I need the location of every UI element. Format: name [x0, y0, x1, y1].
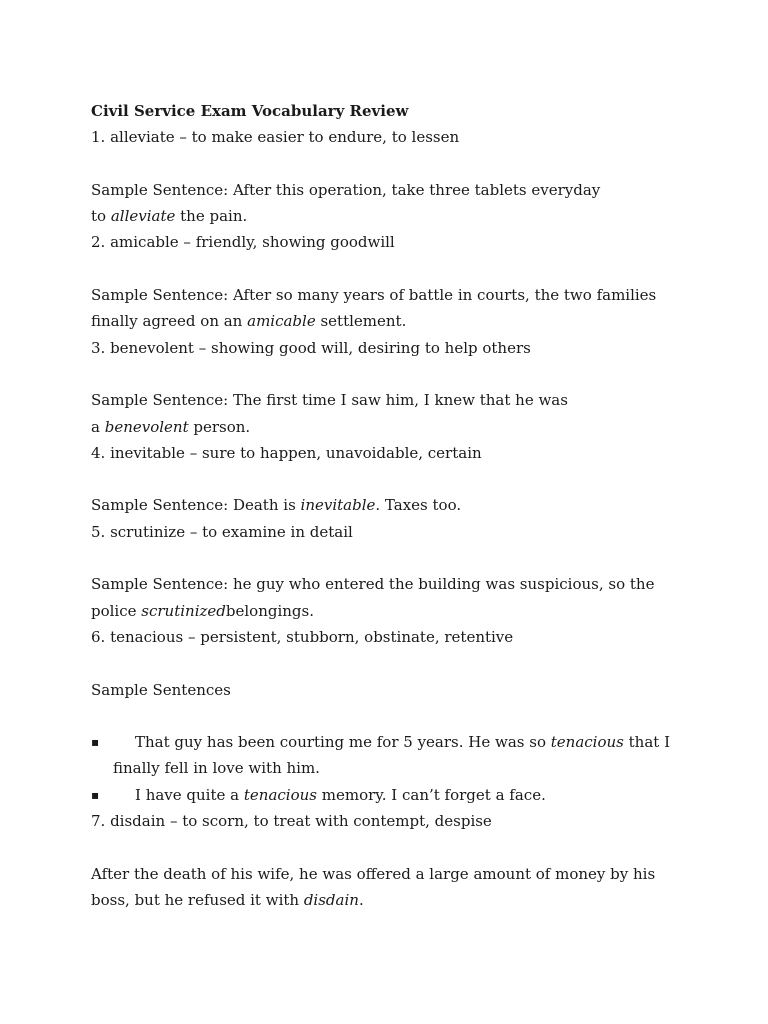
bullet-square-icon: ▪ — [91, 787, 100, 802]
sample-sentence-alleviate-cont — [91, 203, 681, 229]
sentence-text: finally agreed on an — [91, 312, 248, 331]
sentence-text: the pain. — [175, 207, 248, 226]
definition-scrutinize: 5. scrutinize – to examine in detail — [91, 522, 353, 541]
sample-sentence-alleviate: Sample Sentence: After this operation, take three tablets everyday — [91, 180, 601, 199]
sample-sentence-inevitable — [91, 492, 681, 518]
sentence-text: person. — [188, 417, 251, 436]
spacer — [91, 361, 681, 387]
sentence-text: memory. I can’t forget a face. — [316, 785, 546, 804]
bullet-item — [91, 729, 681, 755]
vocab-word-italic: tenacious — [550, 733, 624, 752]
vocab-word-italic: tenacious — [243, 785, 317, 804]
bullet-item — [91, 782, 681, 808]
spacer — [91, 151, 681, 177]
sample-sentence-disdain-cont — [91, 887, 681, 913]
sentence-text: . — [358, 890, 364, 909]
spacer — [91, 834, 681, 860]
definition-disdain: 7. disdain – to scorn, to treat with contempt, despise — [91, 812, 492, 831]
sentence-text: boss, but he refused it with — [91, 890, 304, 909]
sample-sentence-benevolent-cont — [91, 414, 681, 440]
sample-sentence-amicable-cont — [91, 308, 681, 334]
sample-sentence-disdain: After the death of his wife, he was offered a large amount of money by his — [91, 864, 656, 883]
vocab-word-italic: disdain — [303, 890, 359, 909]
document-page — [91, 98, 681, 913]
sample-sentence-scrutinize-cont — [91, 598, 681, 624]
sentence-text: Taxes too. — [380, 496, 462, 515]
spacer — [91, 256, 681, 282]
vocab-word-italic: alleviate — [110, 207, 176, 226]
vocab-word-italic: inevitable. — [300, 496, 381, 515]
spacer — [91, 703, 681, 729]
sentence-text: belongings. — [225, 601, 314, 620]
definition-amicable: 2. amicable – friendly, showing goodwill — [91, 233, 395, 252]
spacer — [91, 650, 681, 676]
spacer — [91, 466, 681, 492]
definition-tenacious: 6. tenacious – persistent, stubborn, obstinate, retentive — [91, 627, 514, 646]
sample-sentence-benevolent: Sample Sentence: The first time I saw him, I knew that he was — [91, 391, 568, 410]
sentence-text: that I — [623, 733, 670, 752]
definition-inevitable: 4. inevitable – sure to happen, unavoidable, certain — [91, 443, 482, 462]
definition-benevolent: 3. benevolent – showing good will, desiring to help others — [91, 338, 531, 357]
sentence-text: That guy has been courting me for 5 years. He was so — [135, 733, 551, 752]
sentence-text: to — [91, 207, 111, 226]
vocab-word-italic: scrutinized — [141, 601, 226, 620]
vocab-word-italic: amicable — [247, 312, 316, 331]
sentence-text: settlement. — [315, 312, 407, 331]
sample-sentence-amicable: Sample Sentence: After so many years of battle in courts, the two families — [91, 286, 657, 305]
spacer — [91, 545, 681, 571]
sentence-text: I have quite a — [135, 785, 244, 804]
sample-sentence-scrutinize: Sample Sentence: he guy who entered the building was suspicious, so the — [91, 575, 655, 594]
bullet-square-icon: ▪ — [91, 735, 100, 750]
bullet-item-cont: finally fell in love with him. — [113, 759, 320, 778]
sentence-text: police — [91, 601, 142, 620]
definition-alleviate: 1. alleviate – to make easier to endure, to lessen — [91, 128, 460, 147]
document-title: Civil Service Exam Vocabulary Review — [91, 102, 409, 120]
sample-sentences-heading: Sample Sentences — [91, 680, 231, 699]
sentence-text: a — [91, 417, 105, 436]
vocab-word-italic: benevolent — [104, 417, 189, 436]
sentence-text: Sample Sentence: Death is — [91, 496, 301, 515]
